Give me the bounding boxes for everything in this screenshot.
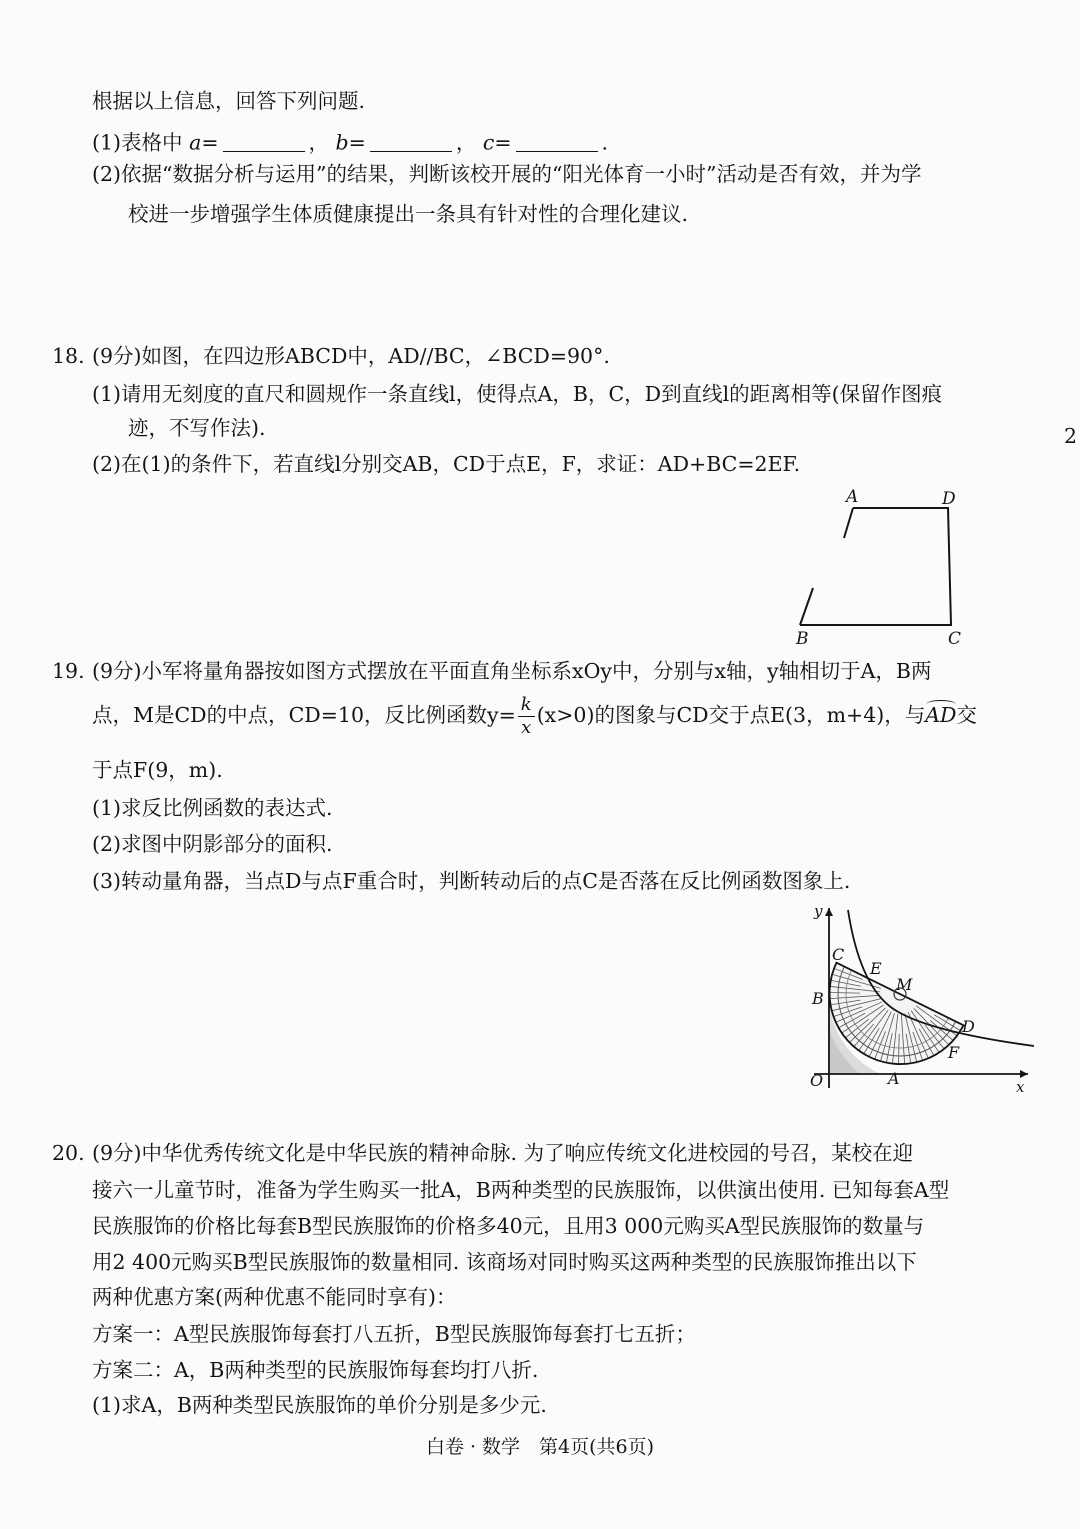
label-C: C bbox=[948, 629, 962, 649]
q18-number: 18. bbox=[52, 344, 85, 368]
q20-line5: 两种优惠方案(两种优惠不能同时享有)： bbox=[92, 1285, 457, 1309]
label-D: D bbox=[942, 489, 956, 509]
q20-line3: 民族服饰的价格比每套B型民族服饰的价格多40元，且用3 000元购买A型民族服饰的数量与 bbox=[92, 1214, 925, 1238]
label-A: A bbox=[846, 487, 859, 507]
fraction-k-over-x bbox=[518, 696, 535, 737]
q17-part1: (1)表格中 a= ， b= ， c= . bbox=[92, 130, 609, 155]
var-b: b bbox=[335, 130, 349, 155]
arc-ad: AD bbox=[925, 703, 957, 727]
q18-part1-line2: 迹，不写作法). bbox=[128, 416, 266, 440]
label-F: F bbox=[948, 1043, 960, 1062]
label-B: B bbox=[796, 629, 809, 649]
q19-line2-pre: 点，M是CD的中点，CD=10，反比例函数y= bbox=[92, 703, 516, 727]
label-A: A bbox=[888, 1069, 900, 1088]
q19-part3: (3)转动量角器，当点D与点F重合时，判断转动后的点C是否落在反比例函数图象上. bbox=[92, 869, 851, 893]
q20-line4: 用2 400元购买B型民族服饰的数量相同. 该商场对同时购买这两种类型的民族服饰推出以下 bbox=[92, 1250, 917, 1274]
side-a-stub bbox=[844, 508, 853, 538]
answer-blank-c[interactable] bbox=[516, 130, 598, 152]
q18-quadrilateral-figure bbox=[780, 480, 1000, 650]
q20-plan1: 方案一：A型民族服饰每套打八五折，B型民族服饰每套打七五折； bbox=[92, 1322, 696, 1346]
answer-blank-b[interactable] bbox=[370, 130, 452, 152]
q18-part1-line1: (1)请用无刻度的直尺和圆规作一条直线l，使得点A，B，C，D到直线l的距离相等(保留作图痕 bbox=[92, 382, 943, 406]
answer-blank-a[interactable] bbox=[223, 130, 305, 152]
fraction-denominator: x bbox=[521, 717, 532, 738]
q17-part1-prefix: (1)表格中 bbox=[92, 130, 183, 155]
var-c: c bbox=[482, 130, 495, 155]
label-D: D bbox=[962, 1017, 975, 1036]
q17-part2-line1: (2)依据“数据分析与运用”的结果，判断该校开展的“阳光体育一小时”活动是否有效，并为学 bbox=[92, 162, 922, 186]
q19-number: 19. bbox=[52, 659, 85, 683]
label-E: E bbox=[870, 959, 882, 978]
label-B: B bbox=[812, 989, 824, 1008]
label-C: C bbox=[832, 945, 845, 964]
q19-part2: (2)求图中阴影部分的面积. bbox=[92, 832, 333, 856]
label-x: x bbox=[1016, 1078, 1025, 1096]
q19-line2-mid: (x>0)的图象与CD交于点E(3，m+4)，与 bbox=[536, 703, 926, 727]
margin-mark: 2 bbox=[1064, 424, 1078, 448]
q19-protractor-figure bbox=[800, 898, 1040, 1098]
label-y: y bbox=[814, 902, 823, 920]
q20-plan2: 方案二：A，B两种类型的民族服饰每套均打八折. bbox=[92, 1358, 539, 1382]
q19-line1: (9分)小军将量角器按如图方式摆放在平面直角坐标系xOy中，分别与x轴，y轴相切于A，B两 bbox=[92, 659, 932, 683]
q18-part2: (2)在(1)的条件下，若直线l分别交AB，CD于点E，F，求证：AD+BC=2EF. bbox=[92, 452, 801, 476]
q17-intro: 根据以上信息，回答下列问题. bbox=[92, 89, 366, 113]
q17-part2-line2: 校进一步增强学生体质健康提出一条具有针对性的合理化建议. bbox=[128, 202, 689, 226]
label-M: M bbox=[896, 975, 913, 994]
q19-line2-post: 交 bbox=[956, 703, 977, 727]
q19-part1: (1)求反比例函数的表达式. bbox=[92, 796, 333, 820]
q19-line3: 于点F(9，m). bbox=[92, 758, 223, 782]
q18-stem: (9分)如图，在四边形ABCD中，AD//BC，∠BCD=90°. bbox=[92, 344, 610, 368]
var-a: a bbox=[189, 130, 202, 155]
q20-line2: 接六一儿童节时，准备为学生购买一批A，B两种类型的民族服饰，以供演出使用. 已知每套A型 bbox=[92, 1178, 950, 1202]
side-ad-cd-cb bbox=[800, 508, 951, 625]
side-b-stub bbox=[800, 588, 813, 625]
fraction-numerator: k bbox=[518, 696, 535, 717]
page-footer: 白卷 · 数学 第4页(共6页) bbox=[425, 1436, 655, 1458]
q20-number: 20. bbox=[52, 1141, 85, 1165]
q20-line1: (9分)中华优秀传统文化是中华民族的精神命脉. 为了响应传统文化进校园的号召，某校在迎 bbox=[92, 1141, 914, 1165]
q20-part1: (1)求A，B两种类型民族服饰的单价分别是多少元. bbox=[92, 1393, 547, 1417]
label-O: O bbox=[810, 1071, 824, 1090]
q19-line2 bbox=[92, 696, 977, 737]
